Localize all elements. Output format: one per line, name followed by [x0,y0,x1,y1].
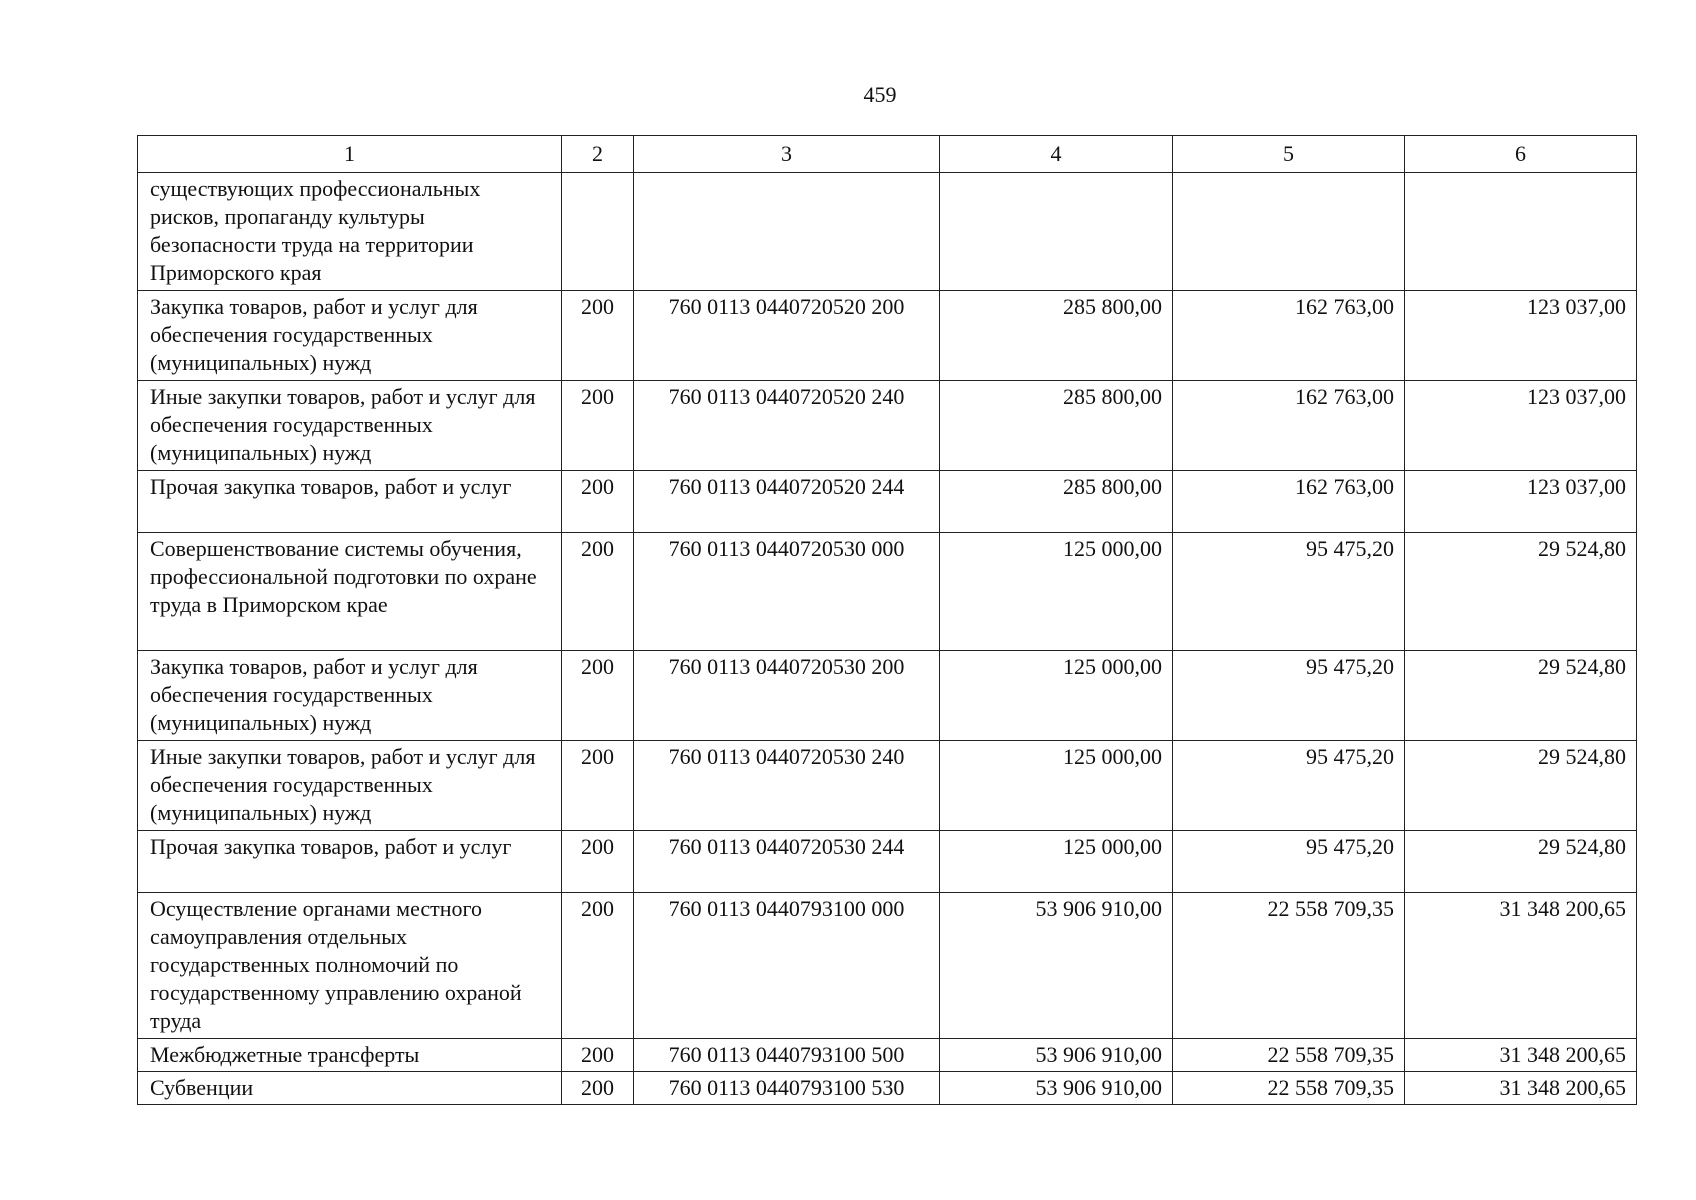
value-col4-cell: 285 800,00 [940,471,1173,533]
code-cell: 760 0113 0440720530 244 [634,831,940,893]
table-row [138,893,1637,1039]
column-header: 6 [1405,136,1637,173]
code-cell: 760 0113 0440720520 244 [634,471,940,533]
value-col4-cell: 53 906 910,00 [940,1072,1173,1105]
section-cell: 200 [562,1039,634,1072]
value-col6-cell: 123 037,00 [1405,381,1637,471]
row-name-cell: Иные закупки товаров, работ и услуг для обеспечения государственных (муниципальных) нужд [138,741,562,831]
value-col5-cell: 162 763,00 [1173,471,1405,533]
code-cell [634,173,940,291]
row-name-cell: Прочая закупка товаров, работ и услуг [138,831,562,893]
table-row [138,173,1637,291]
column-header: 1 [138,136,562,173]
value-col4-cell: 285 800,00 [940,381,1173,471]
row-name-cell: Межбюджетные трансферты [138,1039,562,1072]
value-col4-cell: 53 906 910,00 [940,893,1173,1039]
section-cell: 200 [562,831,634,893]
column-header: 3 [634,136,940,173]
value-col6-cell: 31 348 200,65 [1405,1039,1637,1072]
value-col6-cell: 29 524,80 [1405,651,1637,741]
table-row [138,741,1637,831]
table-row [138,831,1637,893]
table-header-row [138,136,1637,173]
page-number: 459 [863,82,897,107]
value-col5-cell: 22 558 709,35 [1173,893,1405,1039]
code-cell: 760 0113 0440720530 200 [634,651,940,741]
section-cell: 200 [562,291,634,381]
value-col4-cell: 125 000,00 [940,741,1173,831]
section-cell: 200 [562,1072,634,1105]
value-col5-cell: 162 763,00 [1173,381,1405,471]
table-row [138,1072,1637,1105]
section-cell: 200 [562,471,634,533]
table-row [138,381,1637,471]
row-name-cell: Осуществление органами местного самоуправления отдельных государственных полномочий по государственному управлению охраной труда [138,893,562,1039]
value-col6-cell: 123 037,00 [1405,471,1637,533]
value-col4-cell: 125 000,00 [940,533,1173,651]
value-col5-cell: 95 475,20 [1173,651,1405,741]
value-col5-cell: 95 475,20 [1173,741,1405,831]
section-cell: 200 [562,741,634,831]
row-name-cell: Субвенции [138,1072,562,1105]
code-cell: 760 0113 0440720530 240 [634,741,940,831]
value-col5-cell: 95 475,20 [1173,831,1405,893]
code-cell: 760 0113 0440793100 500 [634,1039,940,1072]
value-col6-cell: 29 524,80 [1405,831,1637,893]
table-row [138,1039,1637,1072]
code-cell: 760 0113 0440793100 530 [634,1072,940,1105]
value-col6-cell [1405,173,1637,291]
code-cell: 760 0113 0440720520 240 [634,381,940,471]
value-col4-cell: 285 800,00 [940,291,1173,381]
section-cell [562,173,634,291]
value-col4-cell: 125 000,00 [940,831,1173,893]
value-col6-cell: 29 524,80 [1405,741,1637,831]
column-header: 4 [940,136,1173,173]
value-col4-cell: 125 000,00 [940,651,1173,741]
row-name-cell: Иные закупки товаров, работ и услуг для обеспечения государственных (муниципальных) нужд [138,381,562,471]
table-row [138,651,1637,741]
value-col6-cell: 123 037,00 [1405,291,1637,381]
column-header: 2 [562,136,634,173]
row-name-cell: Прочая закупка товаров, работ и услуг [138,471,562,533]
value-col5-cell: 162 763,00 [1173,291,1405,381]
row-name-cell: Закупка товаров, работ и услуг для обеспечения государственных (муниципальных) нужд [138,651,562,741]
value-col5-cell: 95 475,20 [1173,533,1405,651]
row-name-cell: существующих профессиональных рисков, пропаганду культуры безопасности труда на территории Приморского края [138,173,562,291]
value-col5-cell: 22 558 709,35 [1173,1072,1405,1105]
value-col5-cell: 22 558 709,35 [1173,1039,1405,1072]
budget-table [137,135,1637,1105]
column-header: 5 [1173,136,1405,173]
section-cell: 200 [562,893,634,1039]
value-col5-cell [1173,173,1405,291]
table-row [138,291,1637,381]
code-cell: 760 0113 0440720530 000 [634,533,940,651]
value-col6-cell: 31 348 200,65 [1405,893,1637,1039]
table-row [138,533,1637,651]
section-cell: 200 [562,381,634,471]
value-col6-cell: 29 524,80 [1405,533,1637,651]
value-col4-cell: 53 906 910,00 [940,1039,1173,1072]
table-row [138,471,1637,533]
section-cell: 200 [562,651,634,741]
row-name-cell: Совершенствование системы обучения, профессиональной подготовки по охране труда в Приморском крае [138,533,562,651]
section-cell: 200 [562,533,634,651]
value-col6-cell: 31 348 200,65 [1405,1072,1637,1105]
code-cell: 760 0113 0440793100 000 [634,893,940,1039]
row-name-cell: Закупка товаров, работ и услуг для обеспечения государственных (муниципальных) нужд [138,291,562,381]
code-cell: 760 0113 0440720520 200 [634,291,940,381]
value-col4-cell [940,173,1173,291]
